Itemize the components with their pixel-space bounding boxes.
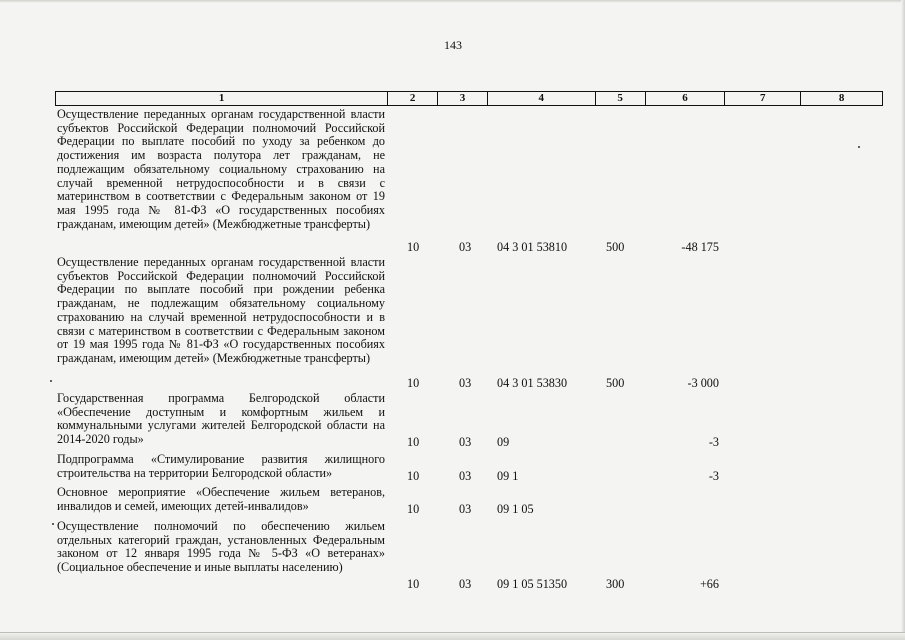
scan-edge-bottom bbox=[0, 632, 905, 640]
row-target-article: 09 1 05 51350 bbox=[497, 577, 568, 591]
row-subsection: 03 bbox=[459, 502, 472, 516]
column-header-2: 2 bbox=[388, 92, 438, 105]
row-subsection: 03 bbox=[459, 469, 472, 483]
table-row bbox=[57, 486, 877, 516]
row-target-article: 04 3 01 53810 bbox=[497, 240, 568, 254]
row-expense-type: 300 bbox=[606, 577, 625, 591]
column-header-7: 7 bbox=[725, 92, 801, 105]
table-header bbox=[55, 91, 883, 106]
column-header-3: 3 bbox=[438, 92, 488, 105]
row-target-article: 09 bbox=[497, 435, 510, 449]
row-section: 10 bbox=[407, 376, 420, 390]
row-values bbox=[57, 577, 877, 591]
row-subsection: 03 bbox=[459, 577, 472, 591]
row-subsection: 03 bbox=[459, 376, 472, 390]
row-description: Осуществление полномочий по обеспечению жильем отдельных категорий граждан, установленных Федеральным законом от 12 января 1995 года № 5-ФЗ «О ветеранах» (Социальное обеспечение и иные выплаты населению) bbox=[57, 519, 385, 575]
table-row bbox=[57, 108, 877, 254]
row-expense-type: 500 bbox=[606, 376, 625, 390]
row-target-article: 09 1 bbox=[497, 469, 519, 483]
row-section: 10 bbox=[407, 577, 420, 591]
row-description: Государственная программа Белгородской области «Обеспечение доступным и комфортным жильем и коммунальными услугами жителей Белгородской области на 2014-2020 годы» bbox=[57, 391, 385, 447]
row-subsection: 03 bbox=[459, 435, 472, 449]
scan-speck bbox=[858, 146, 860, 148]
column-header-4: 4 bbox=[488, 92, 596, 105]
column-header-5: 5 bbox=[596, 92, 646, 105]
row-sum: -3 bbox=[708, 469, 719, 483]
column-header-8: 8 bbox=[838, 92, 845, 104]
scan-edge-right bbox=[901, 0, 905, 640]
row-values bbox=[57, 435, 877, 449]
column-header-6: 6 bbox=[646, 92, 726, 105]
row-values bbox=[57, 502, 877, 516]
row-expense-type: 500 bbox=[606, 240, 625, 254]
page-number: 143 bbox=[444, 38, 462, 52]
row-subsection: 03 bbox=[459, 240, 472, 254]
scan-bottom-line bbox=[0, 632, 905, 633]
row-description: Осуществление переданных органам государственной власти субъектов Российской Федерации полномочий Российской Федерации по выплате пособий при рождении ребенка гражданам, не подлежащим обязательному социальному страхованию на случай временной нетрудоспособности и в связи с материнством в соответствии с Федеральным законом от 19 мая 1995 года № 81-ФЗ «О государственных пособиях гражданам, имеющим детей» (Межбюджетные трансферты) bbox=[57, 255, 385, 365]
table-row bbox=[57, 520, 877, 591]
scan-edge-top bbox=[0, 0, 905, 3]
row-sum: -48 175 bbox=[681, 240, 719, 254]
row-description: Подпрограмма «Стимулирование развития жилищного строительства на территории Белгородской области» bbox=[57, 452, 385, 480]
table-row bbox=[57, 453, 877, 483]
table-row bbox=[57, 392, 877, 449]
scan-speck bbox=[52, 523, 54, 525]
row-sum: +66 bbox=[699, 577, 719, 591]
row-target-article: 04 3 01 53830 bbox=[497, 376, 568, 390]
row-section: 10 bbox=[407, 240, 420, 254]
row-values bbox=[57, 240, 877, 254]
row-sum: -3 000 bbox=[687, 376, 719, 390]
row-description: Осуществление переданных органам государственной власти субъектов Российской Федерации полномочий Российской Федерации по выплате пособий по уходу за ребенком до достижения им возраста полутора лет гражданам, не подлежащим обязательному социальному страхованию на случай временной нетрудоспособности и в связи с материнством в соответствии с Федеральным законом от 19 мая 1995 года № 81-ФЗ «О государственных пособиях гражданам, имеющим детей» (Межбюджетные трансферты) bbox=[57, 107, 385, 231]
row-sum: -3 bbox=[708, 435, 719, 449]
row-section: 10 bbox=[407, 435, 420, 449]
table-row bbox=[57, 256, 877, 390]
row-target-article: 09 1 05 bbox=[497, 502, 534, 516]
row-values bbox=[57, 469, 877, 483]
row-description: Основное мероприятие «Обеспечение жильем ветеранов, инвалидов и семей, имеющих детей-инвалидов» bbox=[57, 485, 385, 513]
row-section: 10 bbox=[407, 469, 420, 483]
scan-speck bbox=[50, 380, 52, 382]
column-header-1: 1 bbox=[56, 92, 388, 105]
row-values bbox=[57, 376, 877, 390]
row-section: 10 bbox=[407, 502, 420, 516]
